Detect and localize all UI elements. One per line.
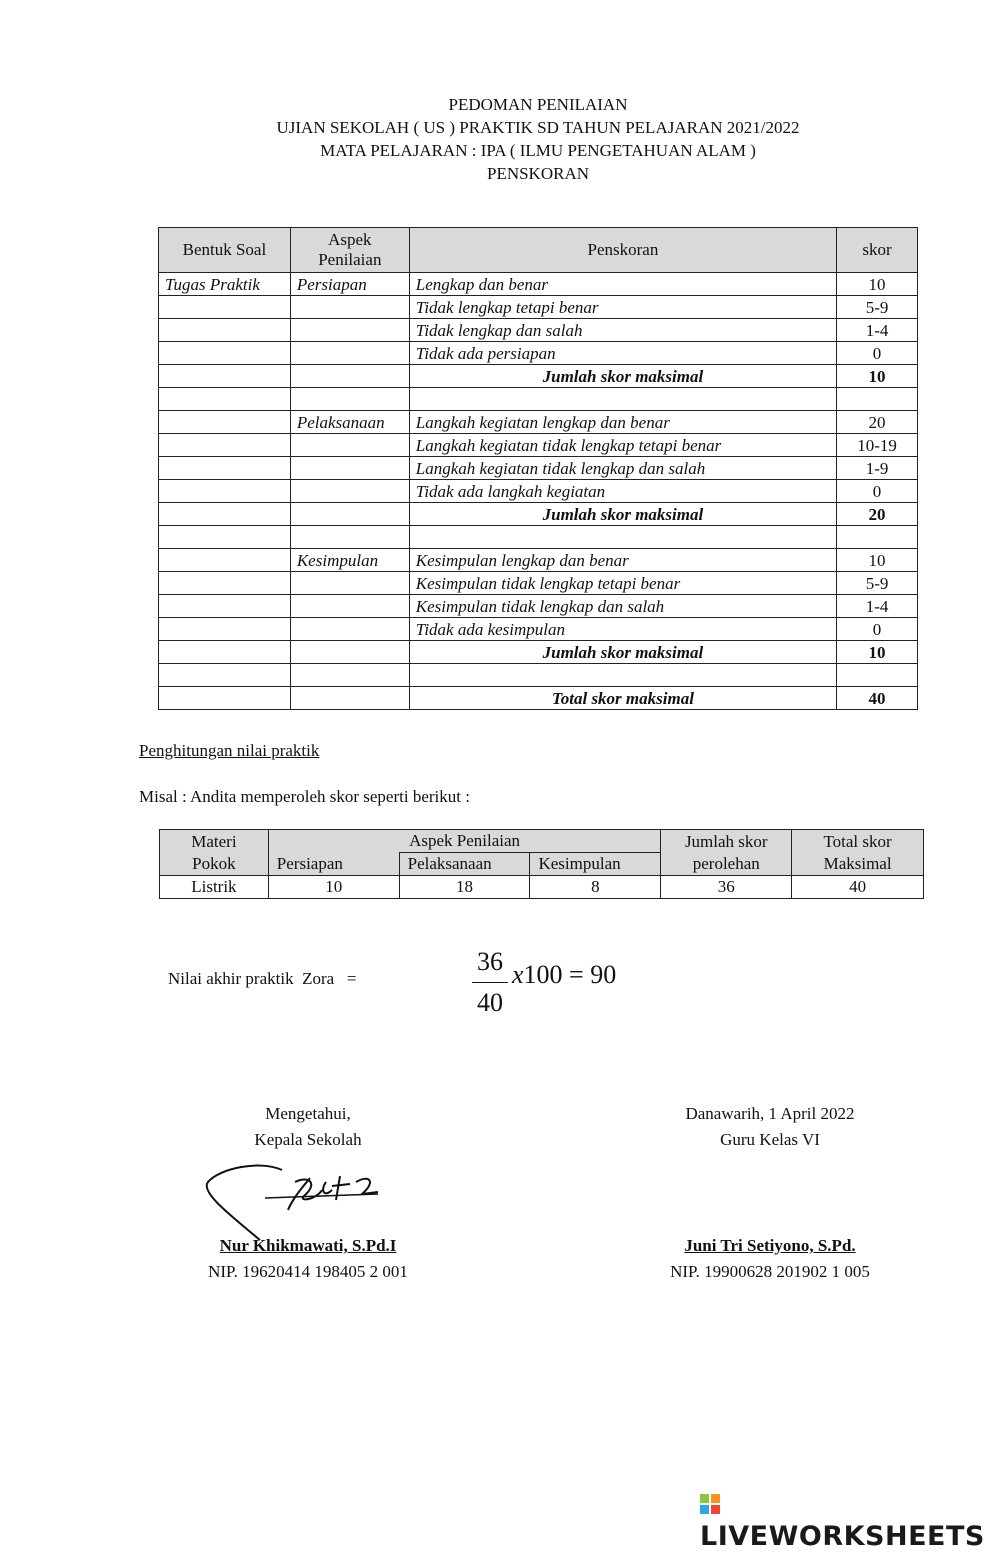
logo-text: LIVEWORKSHEETS — [700, 1521, 985, 1552]
sig-right-name: Juni Tri Setiyono, S.Pd. — [684, 1236, 856, 1255]
table-row — [159, 365, 918, 388]
formula-numerator: 36 — [477, 947, 503, 976]
cell-aspek — [290, 595, 409, 618]
sig-left-nip: NIP. 19620414 198405 2 001 — [208, 1262, 408, 1281]
cell-penskoran: Total skor maksimal — [409, 687, 836, 710]
table-row — [159, 411, 918, 434]
header-exam: UJIAN SEKOLAH ( US ) PRAKTIK SD TAHUN PELAJARAN 2021/2022 — [276, 118, 800, 137]
cell-skor: 0 — [837, 618, 918, 641]
cell-penskoran: Tidak ada persiapan — [409, 342, 836, 365]
sig-right-nip: NIP. 19900628 201902 1 005 — [670, 1262, 870, 1281]
col-kesimpulan: Kesimpulan — [530, 853, 661, 876]
cell-penskoran: Langkah kegiatan lengkap dan benar — [409, 411, 836, 434]
table-row — [159, 641, 918, 664]
fraction-bar — [472, 982, 508, 983]
cell-skor: 20 — [837, 503, 918, 526]
cell-skor: 10 — [837, 365, 918, 388]
cell-bentuk-soal — [159, 457, 291, 480]
cell-bentuk-soal — [159, 618, 291, 641]
cell-materi: Listrik — [160, 876, 269, 899]
cell-aspek — [290, 526, 409, 549]
cell-penskoran: Langkah kegiatan tidak lengkap tetapi benar — [409, 434, 836, 457]
table-row — [159, 664, 918, 687]
formula-denominator: 40 — [477, 988, 503, 1017]
cell-skor: 10 — [837, 273, 918, 296]
cell-bentuk-soal — [159, 687, 291, 710]
cell-skor — [837, 664, 918, 687]
cell-aspek — [290, 434, 409, 457]
cell-jumlah: 36 — [661, 876, 792, 899]
cell-bentuk-soal: Tugas Praktik — [159, 273, 291, 296]
table-row — [159, 526, 918, 549]
cell-bentuk-soal — [159, 549, 291, 572]
cell-skor: 5-9 — [837, 296, 918, 319]
cell-penskoran: Kesimpulan lengkap dan benar — [409, 549, 836, 572]
cell-penskoran: Kesimpulan tidak lengkap dan salah — [409, 595, 836, 618]
sig-left-line2: Kepala Sekolah — [254, 1130, 362, 1149]
col-pelaksanaan: Pelaksanaan — [399, 853, 530, 876]
signature-block-left — [158, 1101, 458, 1153]
cell-penskoran — [409, 526, 836, 549]
signature-name-right — [620, 1233, 920, 1285]
col-materi-pokok: Materi Pokok — [160, 830, 269, 876]
cell-penskoran: Jumlah skor maksimal — [409, 503, 836, 526]
cell-penskoran: Jumlah skor maksimal — [409, 365, 836, 388]
col-jumlah-skor: Jumlah skor perolehan — [661, 830, 792, 876]
cell-bentuk-soal — [159, 319, 291, 342]
cell-penskoran — [409, 388, 836, 411]
header-section: PENSKORAN — [486, 164, 590, 183]
table-row — [159, 618, 918, 641]
table-row — [159, 319, 918, 342]
table-row — [159, 687, 918, 710]
cell-bentuk-soal — [159, 480, 291, 503]
calculation-table — [159, 829, 924, 899]
cell-bentuk-soal — [159, 365, 291, 388]
cell-bentuk-soal — [159, 572, 291, 595]
table-row — [159, 342, 918, 365]
cell-aspek — [290, 480, 409, 503]
scoring-table — [158, 227, 918, 710]
cell-bentuk-soal — [159, 641, 291, 664]
cell-skor: 5-9 — [837, 572, 918, 595]
cell-aspek — [290, 687, 409, 710]
table-row — [159, 503, 918, 526]
cell-penskoran: Tidak ada kesimpulan — [409, 618, 836, 641]
cell-bentuk-soal — [159, 503, 291, 526]
formula-result: x100 = 90 — [512, 960, 617, 989]
cell-total: 40 — [792, 876, 924, 899]
cell-aspek — [290, 572, 409, 595]
cell-skor: 1-4 — [837, 595, 918, 618]
cell-skor: 20 — [837, 411, 918, 434]
cell-bentuk-soal — [159, 388, 291, 411]
col-persiapan: Persiapan — [268, 853, 399, 876]
cell-penskoran: Lengkap dan benar — [409, 273, 836, 296]
cell-bentuk-soal — [159, 526, 291, 549]
cell-aspek — [290, 641, 409, 664]
table-row — [159, 296, 918, 319]
cell-skor: 0 — [837, 480, 918, 503]
cell-skor: 1-4 — [837, 319, 918, 342]
table-row — [159, 434, 918, 457]
logo-mark-icon — [700, 1494, 722, 1516]
table-row — [159, 595, 918, 618]
cell-penskoran: Tidak lengkap dan salah — [409, 319, 836, 342]
col-total-skor: Total skor Maksimal — [792, 830, 924, 876]
cell-skor: 10 — [837, 549, 918, 572]
cell-aspek — [290, 365, 409, 388]
header-title: PEDOMAN PENILAIAN — [448, 95, 628, 114]
formula-label: Nilai akhir praktik Zora = — [168, 969, 357, 988]
sig-left-line1: Mengetahui, — [265, 1104, 351, 1123]
cell-aspek — [290, 388, 409, 411]
sig-left-name: Nur Khikmawati, S.Pd.I — [219, 1236, 397, 1255]
sig-right-line2: Guru Kelas VI — [720, 1130, 820, 1149]
cell-penskoran: Jumlah skor maksimal — [409, 641, 836, 664]
cell-aspek — [290, 342, 409, 365]
cell-skor: 0 — [837, 342, 918, 365]
scoring-table-header — [159, 228, 918, 273]
liveworksheets-logo[interactable] — [700, 1490, 1000, 1552]
cell-aspek — [290, 319, 409, 342]
col-bentuk-soal: Bentuk Soal — [159, 228, 291, 273]
table-row — [159, 480, 918, 503]
cell-penskoran: Tidak ada langkah kegiatan — [409, 480, 836, 503]
cell-aspek: Kesimpulan — [290, 549, 409, 572]
table-row — [160, 876, 924, 899]
col-penskoran: Penskoran — [409, 228, 836, 273]
section-title: Penghitungan nilai praktik — [139, 741, 320, 760]
cell-aspek — [290, 457, 409, 480]
cell-skor: 10 — [837, 641, 918, 664]
cell-penskoran: Tidak lengkap tetapi benar — [409, 296, 836, 319]
cell-bentuk-soal — [159, 664, 291, 687]
cell-aspek — [290, 503, 409, 526]
cell-penskoran — [409, 664, 836, 687]
cell-aspek — [290, 296, 409, 319]
cell-bentuk-soal — [159, 595, 291, 618]
cell-skor — [837, 388, 918, 411]
cell-kesimpulan: 8 — [530, 876, 661, 899]
formula-fraction — [472, 946, 508, 1019]
cell-skor: 10-19 — [837, 434, 918, 457]
cell-skor — [837, 526, 918, 549]
cell-bentuk-soal — [159, 411, 291, 434]
cell-aspek — [290, 664, 409, 687]
col-aspek-penilaian: Aspek Penilaian — [290, 228, 409, 273]
cell-bentuk-soal — [159, 434, 291, 457]
signature-block-right — [620, 1101, 920, 1153]
cell-penskoran: Kesimpulan tidak lengkap tetapi benar — [409, 572, 836, 595]
table-row — [159, 572, 918, 595]
sig-right-line1: Danawarih, 1 April 2022 — [685, 1104, 855, 1123]
cell-bentuk-soal — [159, 342, 291, 365]
table-row — [159, 549, 918, 572]
cell-persiapan: 10 — [268, 876, 399, 899]
table-row — [159, 457, 918, 480]
col-skor: skor — [837, 228, 918, 273]
cell-aspek: Pelaksanaan — [290, 411, 409, 434]
table-row — [159, 388, 918, 411]
example-text: Misal : Andita memperoleh skor seperti berikut : — [139, 787, 470, 806]
col-aspek-penilaian-group: Aspek Penilaian — [268, 830, 661, 853]
document-header — [0, 93, 1000, 185]
signature-name-left — [158, 1233, 458, 1285]
cell-skor: 1-9 — [837, 457, 918, 480]
cell-aspek: Persiapan — [290, 273, 409, 296]
cell-aspek — [290, 618, 409, 641]
cell-pelaksanaan: 18 — [399, 876, 530, 899]
header-subject: MATA PELAJARAN : IPA ( ILMU PENGETAHUAN ALAM ) — [320, 141, 756, 160]
table-row — [159, 273, 918, 296]
cell-bentuk-soal — [159, 296, 291, 319]
cell-penskoran: Langkah kegiatan tidak lengkap dan salah — [409, 457, 836, 480]
cell-skor: 40 — [837, 687, 918, 710]
